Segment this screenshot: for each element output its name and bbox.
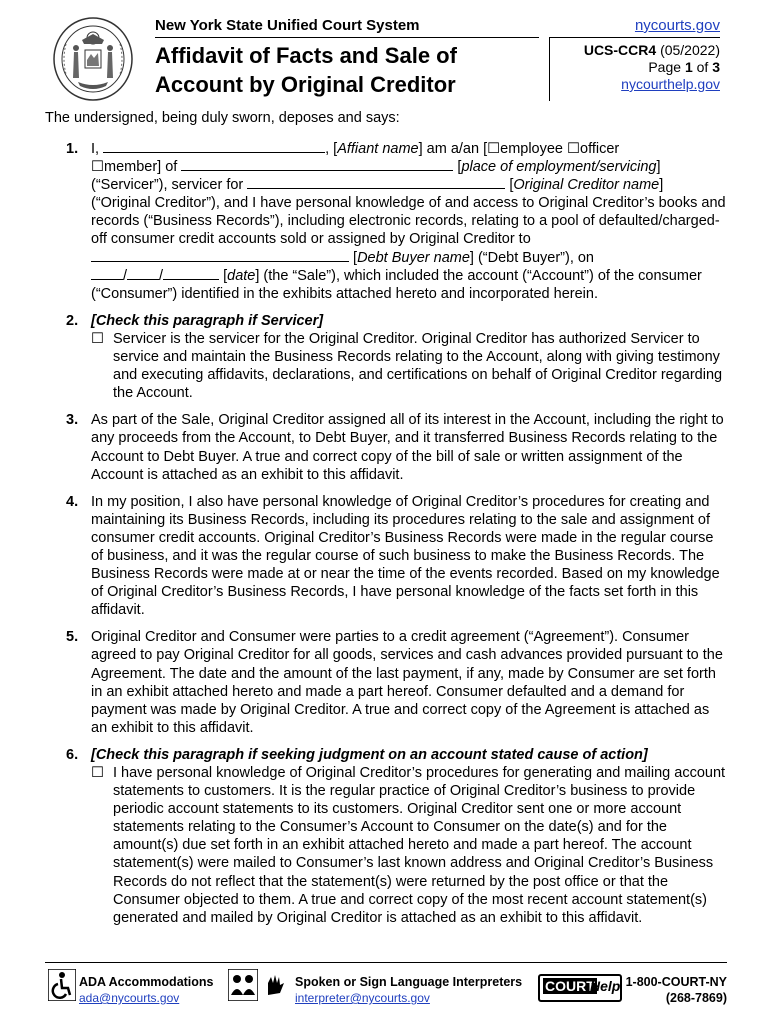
paragraph-1: 1. I, , [Affiant name] am a/an [☐employee ☐officer ☐member] of [place of employment/servicing] (“Servicer”), servicer for [Original Creditor name] (“Original Creditor”), and I have personal knowledge of and access to Original Creditor’s books and records (“Business Records”), including electronic records, relating to a pool of defaulted/charged-off consumer credit accounts sold or assigned by Original Creditor to [Debt Buyer name] (“Debt Buyer”), on / / [date] (the “Sale”), which included the account (“Account”) of the consumer (“Consumer”) identified in the exhibits attached hereto and incorporated herein. [66,141,726,302]
intro-text: The undersigned, being duly sworn, deposes and says: [45,110,400,126]
text-fragment: ] [659,177,664,194]
header-right [549,17,720,101]
paragraph-5 [66,628,726,737]
paragraph-number: 6. [66,746,79,763]
paragraph-number: 1. [66,141,79,157]
interpreter-icon [228,969,258,1001]
paragraph-body: As part of the Sale, Original Creditor assigned all of its interest in the Account, including the right to any proceeds from the Account, to Debt Buyer, and it transferred Business Records relating to the Account to Debt Buyer. A true and correct copy of the bill of sale or written assignment of the Account is attached as an exhibit to this affidavit. [91,412,724,483]
text-fragment: [ [223,267,228,284]
interpreter-email-link[interactable]: interpreter@nycourts.gov [295,991,430,1005]
ny-state-seal-icon [52,16,134,102]
paragraph-2 [66,312,726,402]
text-fragment: (“Original Creditor”), and I have personal knowledge of and access to Original Creditor’s books and records (“Business Records”), including electronic records, relating to a pool of defaulted/charged-off consumer credit accounts sold or assigned by Original Creditor to [91,195,726,248]
original-creditor-label: Original Creditor name [513,177,660,194]
phone-block [621,974,727,1006]
paragraph-4 [66,493,726,620]
nycourts-link[interactable]: nycourts.gov [634,17,720,34]
text-fragment: ] (the “Sale”), which included the account (“Account”) of the consumer (“Consumer”) identified in the exhibits attached hereto and incorporated herein. [91,267,702,302]
footer [45,962,727,1013]
text-fragment: [ [353,249,358,266]
page-indicator [550,59,720,76]
interpreter-block [295,974,522,1006]
wheelchair-icon [48,969,76,1001]
employment-place-field[interactable] [181,158,453,171]
form-title-line2: Account by Original Creditor [155,72,456,97]
paragraph-heading: [Check this paragraph if Servicer] [91,312,324,329]
page-label: Page [648,59,682,75]
affiant-name-field[interactable] [103,140,325,153]
member-checkbox[interactable]: ☐ [91,159,104,176]
paragraph-6 [66,746,726,927]
text-fragment: ] am a/an [ [418,141,488,157]
debt-buyer-label: Debt Buyer name [357,249,470,266]
paragraph-body: Servicer is the servicer for the Original Creditor. Original Creditor has authorized Servicer to service and maintain the Business Records relating to the Account, along with giving testimony and executing affidavits, declarations, and certifications on behalf of Original Creditor regarding the Account. [113,330,723,402]
officer-label: officer [580,141,620,157]
paragraph-number: 3. [66,412,79,429]
paragraph-number: 4. [66,493,79,510]
court-phone-digits: (268-7869) [665,991,727,1005]
ada-block [79,974,214,1006]
sale-date-label: date [227,267,256,284]
nycourthelp-link[interactable]: nycourthelp.gov [621,76,720,92]
text-fragment: [ [457,159,462,176]
ada-email-link[interactable]: ada@nycourts.gov [79,991,180,1005]
employment-place-label: place of employment/servicing [461,159,657,176]
court-word: COURT [545,978,595,994]
paragraph-body: Original Creditor and Consumer were parties to a credit agreement (“Agreement”). Consumer agreed to pay Original Creditor for all goods, services and cash advances provided pursuant to the Agreement. The date and the amount of the last payment, if any, made by Consumer are set forth in an exhibit attached hereto and made a part hereof. Consumer defaulted and a demand for payment was made by Original Creditor. A true and correct copy of the Agreement is attached as an exhibit to this affidavit. [91,629,723,736]
court-phone: 1-800-COURT-NY [625,975,727,989]
paragraph-body: In my position, I also have personal knowledge of Original Creditor’s procedures for creating and maintaining its Business Records, including its procedures relating to the sale and assignment of consumer credit accounts. Original Creditor’s Business Records were made in the regular course of business, and it was the regular course of such business to make the Business Records. The Business Records were made at or near the time of the events recorded. Based on my knowledge of Original Creditor’s Business Records, I have personal knowledge of the facts set forth in this affidavit. [91,493,720,619]
paragraph-body: I have personal knowledge of Original Creditor’s procedures for generating and mailing account statements to customers. It is the regular practice of Original Creditor’s business to provide periodic account statements to its customers. Original Creditor sent one or more account statements relating to the Consumer’s Account to Consumer on the date(s) and for the amount(s) due set forth in an exhibit attached hereto and made a part hereof. The account statement(s) were mailed to Consumer’s last known address and Original Creditor’s Business Records do not reflect that the statement(s) were returned by the post office or that the Consumer objected to them. A true and correct copy of the most recent account statement(s) generated and mailed by Original Creditor is attached as an exhibit to this affidavit. [113,765,726,926]
form-id-line [550,42,720,59]
member-label: member] of [104,159,178,176]
text-fragment: ] (“Debt Buyer”), on [469,249,594,266]
interpreter-title: Spoken or Sign Language Interpreters [295,975,523,989]
page-number: 1 [684,59,693,75]
paragraph-number: 5. [66,629,79,646]
page-of: of [696,59,709,75]
form-id: UCS-CCR4 [583,42,657,58]
page-total: 3 [712,59,720,75]
courthelp-logo [538,974,622,1002]
paragraph-number: 2. [66,312,79,329]
paragraph-3 [66,411,726,483]
affiant-name-label: Affiant name [337,141,419,157]
employee-label: employee [500,141,568,157]
employee-checkbox[interactable]: ☐ [487,141,501,157]
officer-checkbox[interactable]: ☐ [567,141,581,157]
text-fragment: I, [91,141,100,157]
text-fragment: [ [509,177,514,194]
sale-month-field[interactable] [91,267,123,280]
form-info-box [549,38,720,101]
servicer-checkbox[interactable]: ☐ [91,330,104,347]
ada-title: ADA Accommodations [79,975,214,989]
text-fragment: , [ [325,141,338,157]
text-fragment: (“Servicer”), servicer for [91,177,244,194]
sale-day-field[interactable] [127,267,159,280]
debt-buyer-field[interactable] [91,249,349,262]
account-stated-checkbox[interactable]: ☐ [91,765,104,781]
court-system-name: New York State Unified Court System [155,17,539,38]
paragraph-list [66,140,726,936]
form-title-line1: Affidavit of Facts and Sale of [155,43,457,68]
form-date: (05/2022) [660,42,720,58]
text-fragment: ] [656,159,661,176]
sign-language-icon [262,969,292,1001]
original-creditor-field[interactable] [247,176,505,189]
paragraph-heading: [Check this paragraph if seeking judgment on an account stated cause of action] [91,746,648,763]
form-title [155,41,539,99]
sale-year-field[interactable] [163,267,219,280]
header-left [155,17,539,99]
help-word: Help [590,978,621,994]
